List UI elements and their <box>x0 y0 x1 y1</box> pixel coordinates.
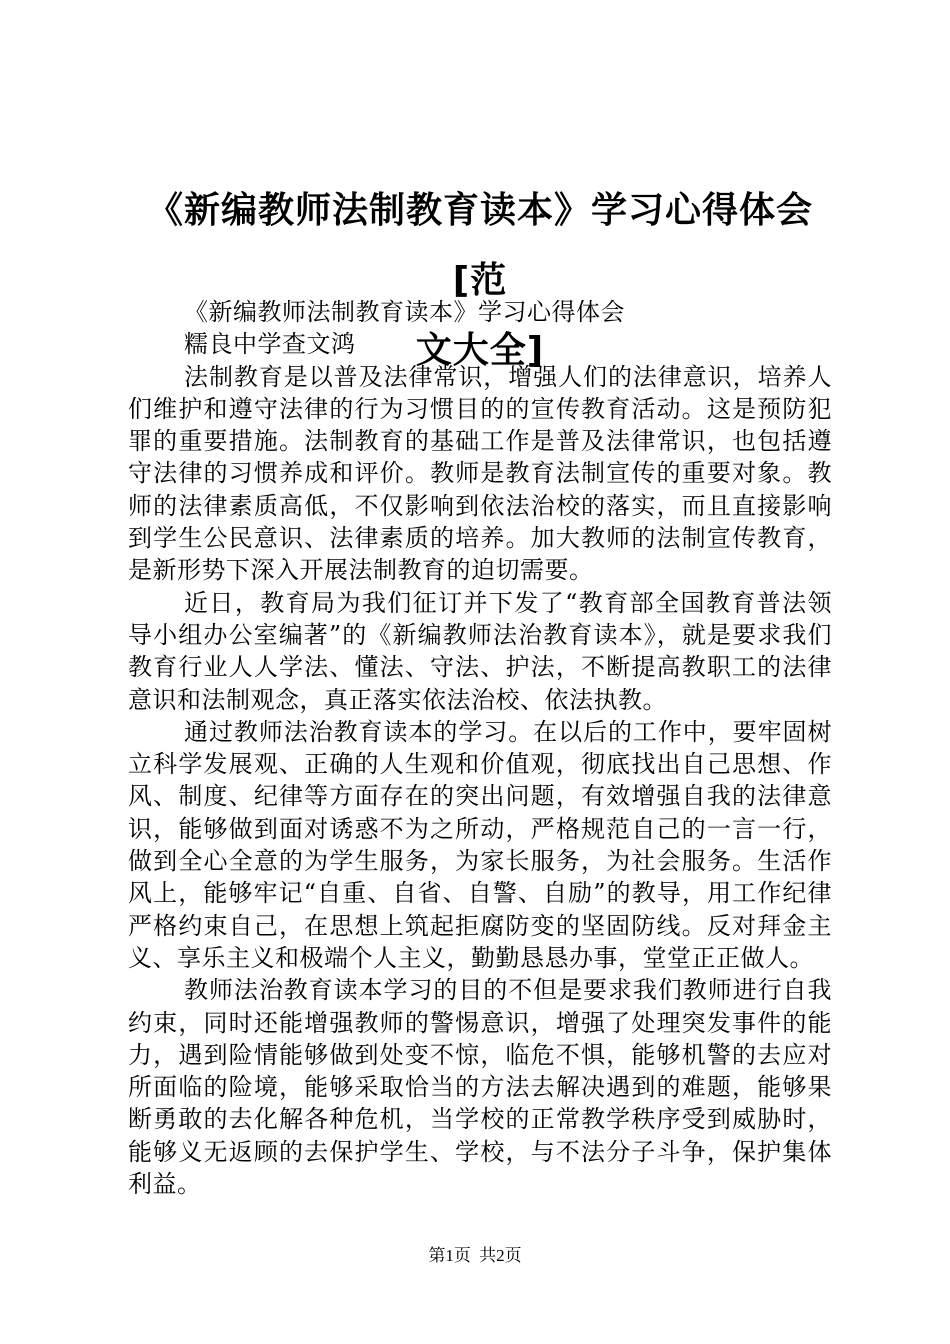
title-line-2: 文大全] <box>415 330 545 371</box>
document-subtitle: 《新编教师法制教育读本》学习心得体会 <box>184 298 625 326</box>
document-author: 糯良中学查文鸿 <box>184 330 356 359</box>
paragraph: 近日，教育局为我们征订并下发了“教育部全国教育普法领导小组办公室编著”的《新编教师法治教育读本》，就是要求我们教育行业人人学法、懂法、守法、护法，不断提高教职工的法律意识和法制观念，真正落实依法治校、依法执教。 <box>128 588 832 714</box>
page-footer <box>0 1246 950 1266</box>
page-number: 第1页 <box>428 1246 471 1265</box>
title-line-1: 《新编教师法制教育读本》学习心得体会[范 <box>146 190 813 301</box>
paragraph: 教师法治教育读本学习的目的不但是要求我们教师进行自我约束，同时还能增强教师的警惕意识，增强了处理突发事件的能力，遇到险情能够做到处变不惊，临危不惧，能够机警的去应对所面临的险境，能够采取恰当的方法去解决遇到的难题，能够果断勇敢的去化解各种危机，当学校的正常教学秩序受到威胁时，能够义无返顾的去保护学生、学校，与不法分子斗争，保护集体利益。 <box>128 976 832 1199</box>
paragraph: 法制教育是以普及法律常识，增强人们的法律意识，培养人们维护和遵守法律的行为习惯目的的宣传教育活动。这是预防犯罪的重要措施。法制教育的基础工作是普及法律常识，也包括遵守法律的习惯养成和评价。教师是教育法制宣传的重要对象。教师的法律素质高低，不仅影响到依法治校的落实，而且直接影响到学生公民意识、法律素质的培养。加大教师的法制宣传教育，是新形势下深入开展法制教育的迫切需要。 <box>128 362 832 585</box>
page-total: 共2页 <box>479 1246 522 1265</box>
document-body <box>128 296 832 1200</box>
paragraph: 通过教师法治教育读本的学习。在以后的工作中，要牢固树立科学发展观、正确的人生观和价值观，彻底找出自己思想、作风、制度、纪律等方面存在的突出问题，有效增强自我的法律意识，能够做到面对诱惑不为之所动，严格规范自己的一言一行，做到全心全意的为学生服务，为家长服务，为社会服务。生活作风上，能够牢记“自重、自省、自警、自励”的教导，用工作纪律严格约束自己，在思想上筑起拒腐防变的坚固防线。反对拜金主义、享乐主义和极端个人主义，勤勤恳恳办事，堂堂正正做人。 <box>128 717 832 972</box>
